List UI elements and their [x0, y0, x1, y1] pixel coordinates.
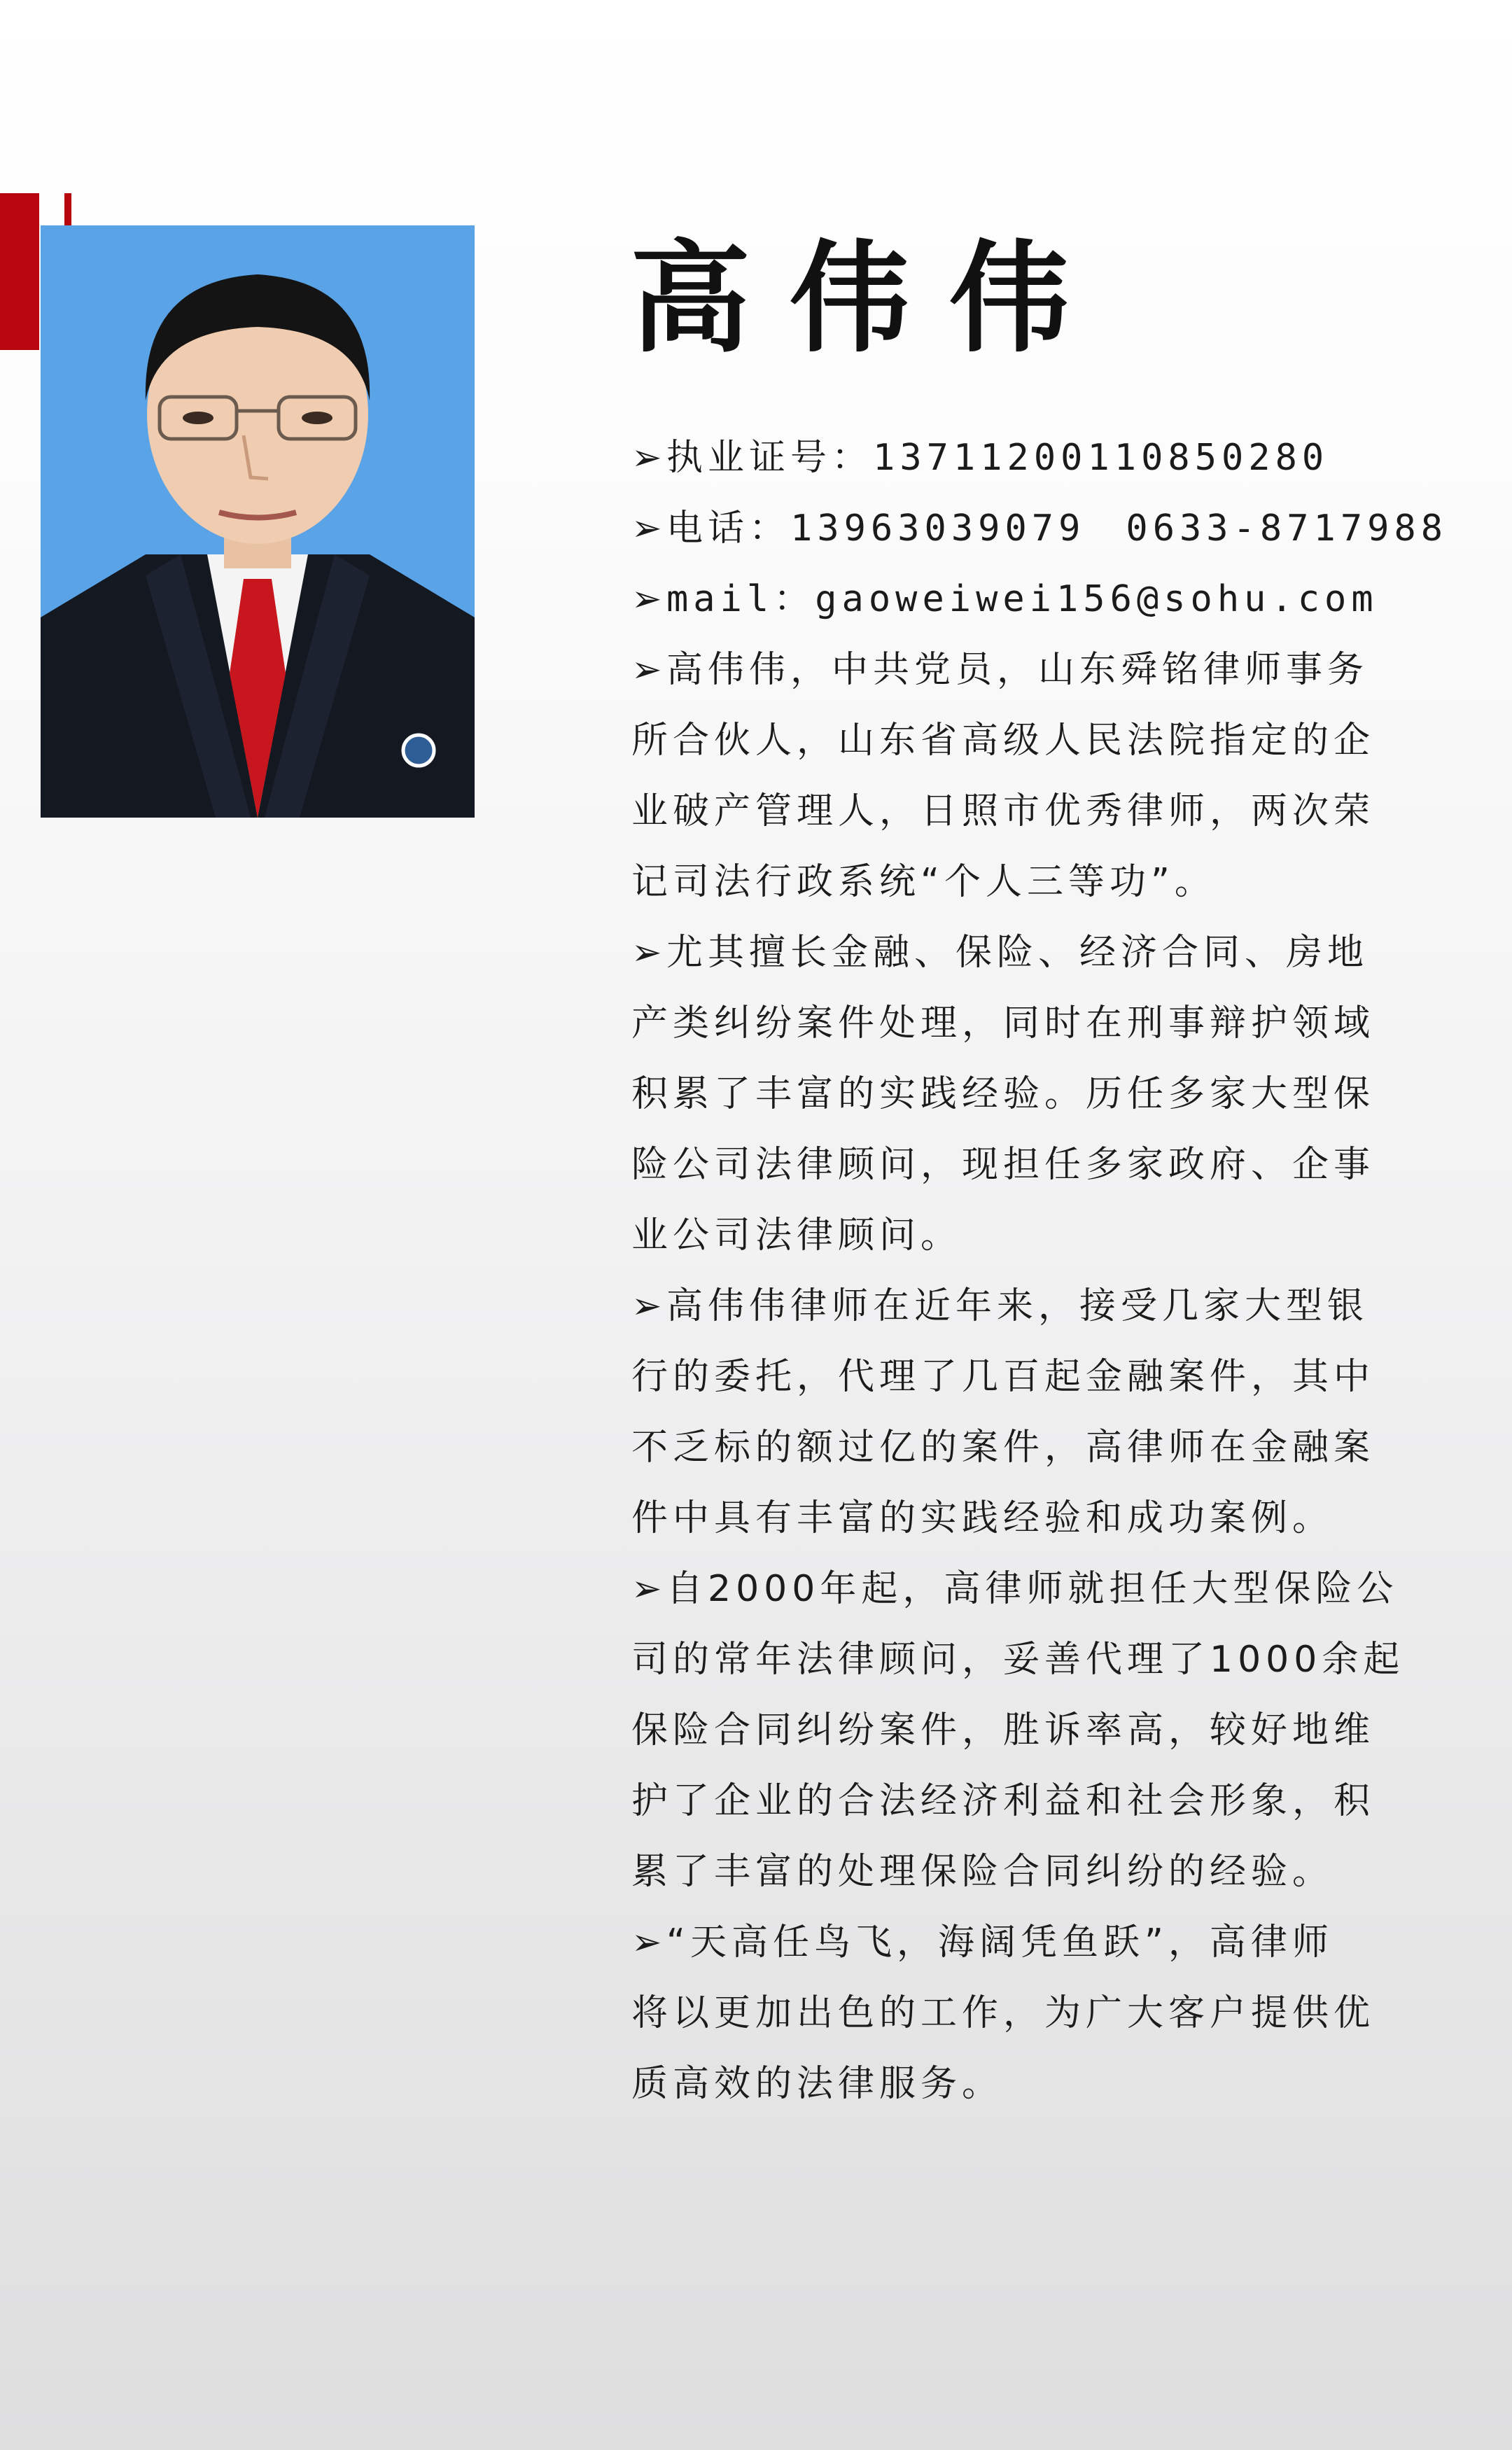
- paragraph-line: 件中具有丰富的实践经验和成功案例。: [631, 1497, 1334, 1539]
- profile-details: [631, 423, 1448, 2120]
- license-label: 执业证号：: [666, 437, 874, 479]
- bullet-arrow-icon: ➢: [631, 507, 662, 550]
- license-number: 13711200110850280: [873, 437, 1329, 479]
- paragraph-line: 将以更加出色的工作，为广大客户提供优: [631, 1992, 1376, 2034]
- paragraph-line: 所合伙人，山东省高级人民法院指定的企: [631, 720, 1376, 762]
- paragraph-line: 累了丰富的处理保险合同纠纷的经验。: [631, 1851, 1334, 1893]
- mail-address: gaoweiwei156@sohu.com: [815, 578, 1378, 620]
- bullet-arrow-icon: ➢: [631, 649, 662, 691]
- paragraph-line: ➢ 高伟伟，中共党员，山东舜铭律师事务: [631, 635, 1436, 706]
- bullet-arrow-icon: ➢: [631, 578, 662, 620]
- bio-paragraph-2: [631, 918, 1436, 1271]
- paragraph-line: ➢ “天高任鸟飞，海阔凭鱼跃”，高律师: [631, 1907, 1436, 1978]
- phone-row: [631, 493, 1448, 564]
- lawyer-name: 高伟伟: [630, 227, 1109, 369]
- paragraph-line: ➢ 高伟伟律师在近年来，接受几家大型银: [631, 1271, 1436, 1342]
- paragraph-line: 保险合同纠纷案件，胜诉率高，较好地维: [631, 1709, 1376, 1751]
- paragraph-line: 记司法行政系统“个人三等功”。: [631, 861, 1216, 903]
- paragraph-line: ➢ 尤其擅长金融、保险、经济合同、房地: [631, 918, 1436, 988]
- paragraph-line: 业公司法律顾问。: [631, 1214, 962, 1256]
- bullet-arrow-icon: ➢: [631, 437, 662, 479]
- red-accent-bar: [0, 193, 39, 350]
- bio-paragraph-3: [631, 1271, 1436, 1554]
- bullet-arrow-icon: ➢: [631, 1285, 662, 1327]
- license-number-row: [631, 423, 1436, 493]
- red-accent-stripe: [64, 193, 71, 227]
- paragraph-line: ➢ 自2000年起，高律师就担任大型保险公: [631, 1554, 1436, 1625]
- paragraph-line: 行的委托，代理了几百起金融案件，其中: [631, 1356, 1376, 1398]
- mobile-number: 13963039079: [790, 507, 1086, 550]
- paragraph-line: 不乏标的额过亿的案件，高律师在金融案: [631, 1427, 1376, 1469]
- landline-number: 0633-8717988: [1126, 507, 1448, 550]
- bio-paragraph-1: [631, 635, 1436, 918]
- phone-label: 电话：: [666, 507, 791, 550]
- paragraph-line: 司的常年法律顾问，妥善代理了1000余起: [631, 1639, 1405, 1681]
- paragraph-line: 积累了丰富的实践经验。历任多家大型保: [631, 1073, 1376, 1115]
- bio-paragraph-4: [631, 1554, 1436, 1907]
- bullet-arrow-icon: ➢: [631, 1568, 662, 1610]
- paragraph-line: 质高效的法律服务。: [631, 2063, 1004, 2105]
- bullet-arrow-icon: ➢: [631, 1921, 662, 1963]
- mail-label: mail：: [666, 578, 816, 620]
- paragraph-line: 业破产管理人，日照市优秀律师，两次荣: [631, 790, 1376, 832]
- lawyer-portrait-photo: [41, 225, 475, 818]
- paragraph-line: 护了企业的合法经济利益和社会形象，积: [631, 1780, 1376, 1822]
- paragraph-line: 险公司法律顾问，现担任多家政府、企事: [631, 1144, 1376, 1186]
- mail-row: [631, 564, 1436, 635]
- bio-paragraph-5: [631, 1907, 1436, 2120]
- paragraph-line: 产类纠纷案件处理，同时在刑事辩护领域: [631, 1002, 1376, 1044]
- bullet-arrow-icon: ➢: [631, 932, 662, 974]
